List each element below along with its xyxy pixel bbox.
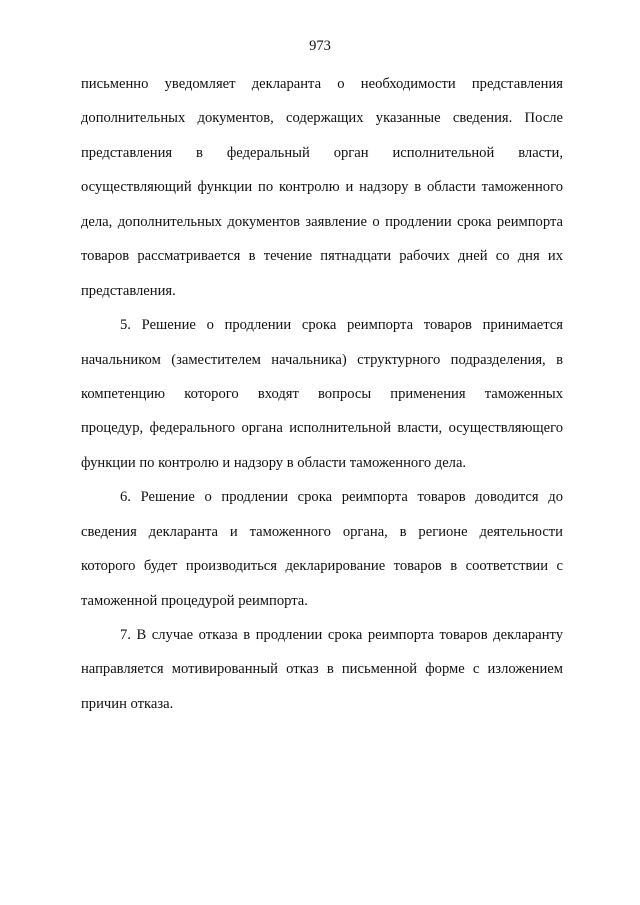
text-line: функции по контролю и надзору в области таможенного дела. — [81, 454, 467, 471]
text-line: представления. — [81, 282, 176, 299]
text-line: таможенной процедурой реимпорта. — [81, 592, 308, 609]
text-line: товаров рассматривается в течение пятнадцати рабочих дней со дня их — [81, 248, 563, 265]
text-line: представления в федеральный орган исполнительной власти, — [81, 144, 563, 161]
text-line: процедур, федерального органа исполнительной власти, осуществляющего — [81, 420, 563, 437]
document-body — [81, 74, 563, 728]
text-line: сведения декларанта и таможенного органа, в регионе деятельности — [81, 523, 563, 540]
text-line: дополнительных документов, содержащих указанные сведения. После — [81, 110, 563, 127]
text-line: осуществляющий функции по контролю и надзору в области таможенного — [81, 179, 563, 196]
text-line: дела, дополнительных документов заявление о продлении срока реимпорта — [81, 213, 563, 230]
page-number: 973 — [309, 38, 331, 54]
text-line: 7. В случае отказа в продлении срока реимпорта товаров декларанту — [120, 627, 563, 643]
text-line: 6. Решение о продлении срока реимпорта товаров доводится до — [120, 489, 563, 506]
text-line: 5. Решение о продлении срока реимпорта товаров принимается — [120, 317, 563, 334]
text-line: компетенцию которого входят вопросы применения таможенных — [81, 385, 563, 402]
text-line: письменно уведомляет декларанта о необходимости представления — [81, 76, 563, 92]
text-line: причин отказа. — [81, 695, 174, 712]
text-line: направляется мотивированный отказ в письменной форме с изложением — [81, 661, 563, 678]
text-line: начальником (заместителем начальника) структурного подразделения, в — [81, 351, 563, 368]
text-line: которого будет производиться декларирование товаров в соответствии с — [81, 558, 563, 575]
